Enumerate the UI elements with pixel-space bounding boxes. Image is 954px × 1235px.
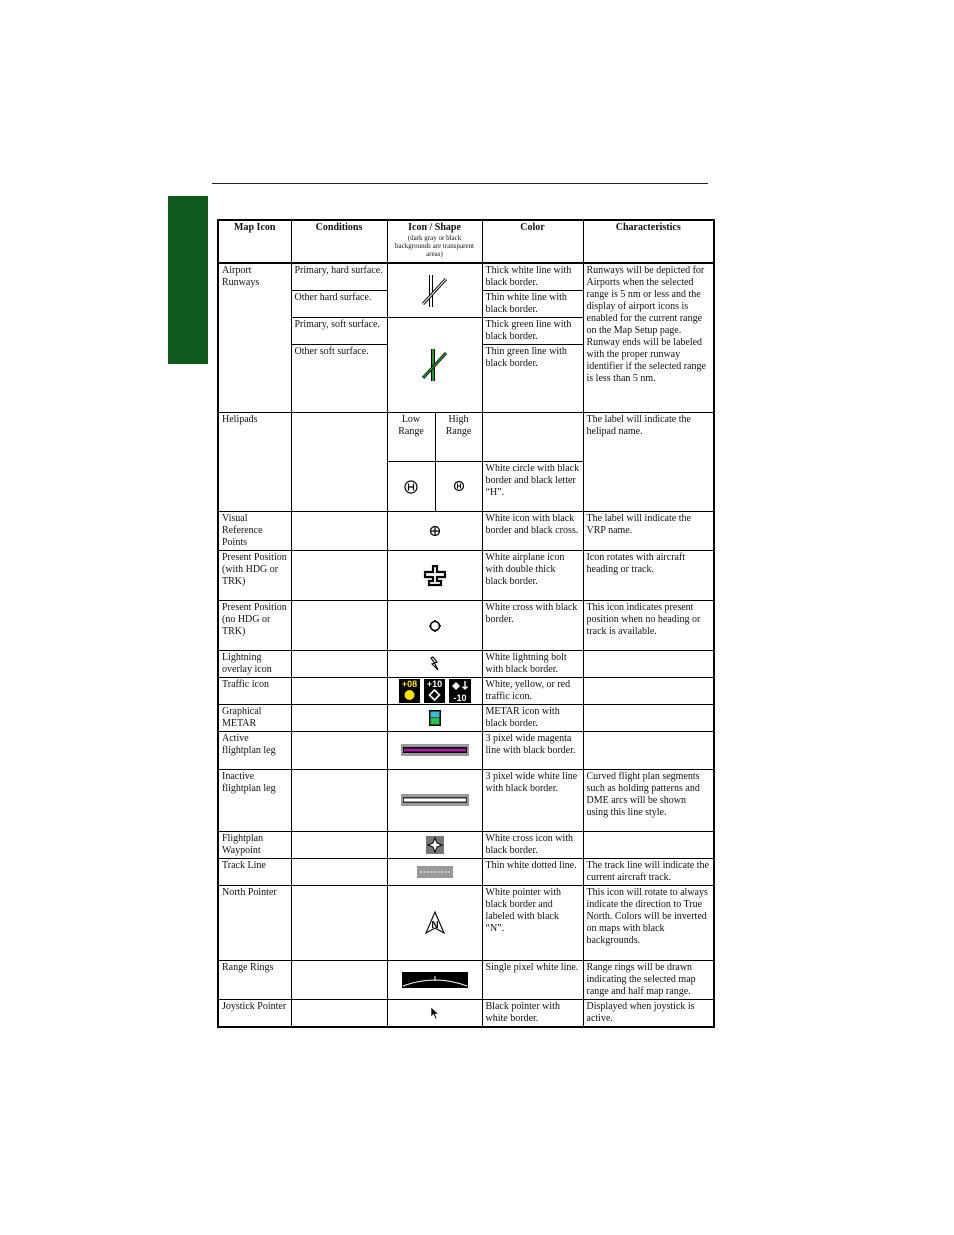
- present-position-cross-icon: [428, 619, 442, 633]
- table-row: [218, 886, 714, 961]
- table-row: [218, 1000, 714, 1028]
- inactive-leg-icon-cell: [387, 770, 482, 832]
- pp-hdg-characteristics: Icon rotates with aircraft heading or track.: [583, 551, 714, 601]
- range-icon-cell: [387, 961, 482, 1000]
- runways-condition-4: Other soft surface.: [291, 345, 387, 413]
- header-conditions: Conditions: [291, 220, 387, 263]
- row-name-north: North Pointer: [218, 886, 291, 961]
- runways-hard-icon-cell: [387, 263, 482, 318]
- active-leg-line-icon: [401, 744, 469, 756]
- track-characteristics: The track line will indicate the current aircraft track.: [583, 859, 714, 886]
- runways-condition-1: Primary, hard surface.: [291, 263, 387, 291]
- joystick-icon-cell: [387, 1000, 482, 1028]
- map-icon-table: [217, 219, 715, 1028]
- traffic-conditions: [291, 678, 387, 705]
- vrp-color: White icon with black border and black cross.: [482, 512, 583, 551]
- header-icon-shape: [387, 220, 482, 263]
- table-row: [218, 413, 714, 462]
- lightning-bolt-icon: [429, 656, 441, 672]
- runways-soft-icon-cell: [387, 318, 482, 413]
- row-name-inactive-leg: Inactive flightplan leg: [218, 770, 291, 832]
- traffic-label-2: +10: [426, 679, 442, 689]
- north-letter: N: [430, 920, 439, 931]
- header-map-icon: Map Icon: [218, 220, 291, 263]
- lightning-characteristics: [583, 651, 714, 678]
- row-name-pp-nohdg: Present Position (no HDG or TRK): [218, 601, 291, 651]
- helipad-low-icon-cell: [387, 462, 435, 512]
- runways-color-3: Thick green line with black border.: [482, 318, 583, 345]
- table-row: [218, 961, 714, 1000]
- helipads-color-blank: [482, 413, 583, 462]
- waypoint-conditions: [291, 832, 387, 859]
- inactive-leg-characteristics: Curved flight plan segments such as holding patterns and DME arcs will be shown using this line style.: [583, 770, 714, 832]
- header-characteristics: Characteristics: [583, 220, 714, 263]
- runways-color-1: Thick white line with black border.: [482, 263, 583, 291]
- north-pointer-icon: [423, 910, 447, 936]
- north-icon-cell: [387, 886, 482, 961]
- pp-nohdg-color: White cross with black border.: [482, 601, 583, 651]
- row-name-active-leg: Active flightplan leg: [218, 732, 291, 770]
- pp-nohdg-characteristics: This icon indicates present position when no heading or track is available.: [583, 601, 714, 651]
- row-name-traffic: Traffic icon: [218, 678, 291, 705]
- vrp-conditions: [291, 512, 387, 551]
- row-name-waypoint: Flightplan Waypoint: [218, 832, 291, 859]
- table-header-row: [218, 220, 714, 263]
- waypoint-icon-cell: [387, 832, 482, 859]
- joystick-characteristics: Displayed when joystick is active.: [583, 1000, 714, 1028]
- north-conditions: [291, 886, 387, 961]
- header-color: Color: [482, 220, 583, 263]
- range-conditions: [291, 961, 387, 1000]
- pp-nohdg-icon-cell: [387, 601, 482, 651]
- metar-color: METAR icon with black border.: [482, 705, 583, 732]
- header-icon-shape-label: Icon / Shape: [408, 222, 461, 233]
- active-leg-icon-cell: [387, 732, 482, 770]
- range-rings-icon: [402, 972, 468, 988]
- traffic-icon: [399, 679, 471, 703]
- pp-hdg-color: White airplane icon with double thick black border.: [482, 551, 583, 601]
- table-row: [218, 705, 714, 732]
- helipads-conditions: [291, 413, 387, 512]
- table-row: [218, 678, 714, 705]
- header-icon-shape-note: (dark gray or black backgrounds are transparent areas): [395, 234, 474, 258]
- table-row: [218, 732, 714, 770]
- north-color: White pointer with black border and labeled with black “N”.: [482, 886, 583, 961]
- track-conditions: [291, 859, 387, 886]
- section-tab: [168, 196, 208, 364]
- helipad-high-icon-cell: [435, 462, 482, 512]
- metar-characteristics: [583, 705, 714, 732]
- table-row: [218, 770, 714, 832]
- waypoint-cross-icon: [426, 836, 444, 854]
- range-color: Single pixel white line.: [482, 961, 583, 1000]
- active-leg-characteristics: [583, 732, 714, 770]
- metar-icon-cell: [387, 705, 482, 732]
- pp-hdg-conditions: [291, 551, 387, 601]
- row-name-helipads: Helipads: [218, 413, 291, 512]
- runways-color-2: Thin white line with black border.: [482, 291, 583, 318]
- airplane-icon: [423, 565, 447, 587]
- track-color: Thin white dotted line.: [482, 859, 583, 886]
- active-leg-color: 3 pixel wide magenta line with black border.: [482, 732, 583, 770]
- vrp-icon-cell: [387, 512, 482, 551]
- north-characteristics: This icon will rotate to always indicate the direction to True North. Colors will be inverted on maps with black backgrounds.: [583, 886, 714, 961]
- inactive-leg-conditions: [291, 770, 387, 832]
- waypoint-color: White cross icon with black border.: [482, 832, 583, 859]
- row-name-joystick: Joystick Pointer: [218, 1000, 291, 1028]
- row-name-lightning: Lightning overlay icon: [218, 651, 291, 678]
- header-rule: [212, 183, 708, 184]
- table-row: [218, 601, 714, 651]
- range-characteristics: Range rings will be drawn indicating the selected map range and half map range.: [583, 961, 714, 1000]
- pp-hdg-icon-cell: [387, 551, 482, 601]
- lightning-color: White lightning bolt with black border.: [482, 651, 583, 678]
- helipads-characteristics: The label will indicate the helipad name.: [583, 413, 714, 512]
- joystick-pointer-icon: [429, 1006, 441, 1020]
- pp-nohdg-conditions: [291, 601, 387, 651]
- vrp-characteristics: The label will indicate the VRP name.: [583, 512, 714, 551]
- waypoint-characteristics: [583, 832, 714, 859]
- helipad-high-icon: [453, 480, 465, 492]
- table-row: [218, 263, 714, 291]
- traffic-icon-cell: [387, 678, 482, 705]
- lightning-conditions: [291, 651, 387, 678]
- runways-color-4: Thin green line with black border.: [482, 345, 583, 413]
- helipads-high-range: High Range: [435, 413, 482, 462]
- inactive-leg-line-icon: [401, 794, 469, 806]
- row-name-pp-hdg: Present Position (with HDG or TRK): [218, 551, 291, 601]
- traffic-color: White, yellow, or red traffic icon.: [482, 678, 583, 705]
- metar-icon: [428, 709, 442, 727]
- traffic-characteristics: [583, 678, 714, 705]
- runway-hard-icon: [420, 273, 450, 309]
- inactive-leg-color: 3 pixel wide white line with black border.: [482, 770, 583, 832]
- table-row: [218, 551, 714, 601]
- row-name-metar: Graphical METAR: [218, 705, 291, 732]
- joystick-conditions: [291, 1000, 387, 1028]
- track-line-icon: [417, 866, 453, 878]
- traffic-label-3: -10: [452, 693, 467, 703]
- row-name-runways: Airport Runways: [218, 263, 291, 413]
- row-name-vrp: Visual Reference Points: [218, 512, 291, 551]
- helipad-low-icon: [403, 479, 419, 495]
- track-icon-cell: [387, 859, 482, 886]
- runways-condition-2: Other hard surface.: [291, 291, 387, 318]
- row-name-track: Track Line: [218, 859, 291, 886]
- active-leg-conditions: [291, 732, 387, 770]
- table-row: [218, 832, 714, 859]
- runway-soft-icon: [420, 347, 450, 383]
- helipads-color: White circle with black border and black letter “H”.: [482, 462, 583, 512]
- runways-condition-3: Primary, soft surface.: [291, 318, 387, 345]
- row-name-range: Range Rings: [218, 961, 291, 1000]
- table-row: [218, 651, 714, 678]
- metar-conditions: [291, 705, 387, 732]
- runways-characteristics: Runways will be depicted for Airports when the selected range is 5 nm or less and the display of airport icons is enabled for the current range on the Map Setup page. Runway ends will be labeled with the proper runway identifier if the selected range is less than 5 nm.: [583, 263, 714, 413]
- vrp-icon: [429, 525, 441, 537]
- table-row: [218, 859, 714, 886]
- table-row: [218, 512, 714, 551]
- joystick-color: Black pointer with white border.: [482, 1000, 583, 1028]
- helipads-low-range: Low Range: [387, 413, 435, 462]
- traffic-label-1: +08: [401, 679, 417, 689]
- lightning-icon-cell: [387, 651, 482, 678]
